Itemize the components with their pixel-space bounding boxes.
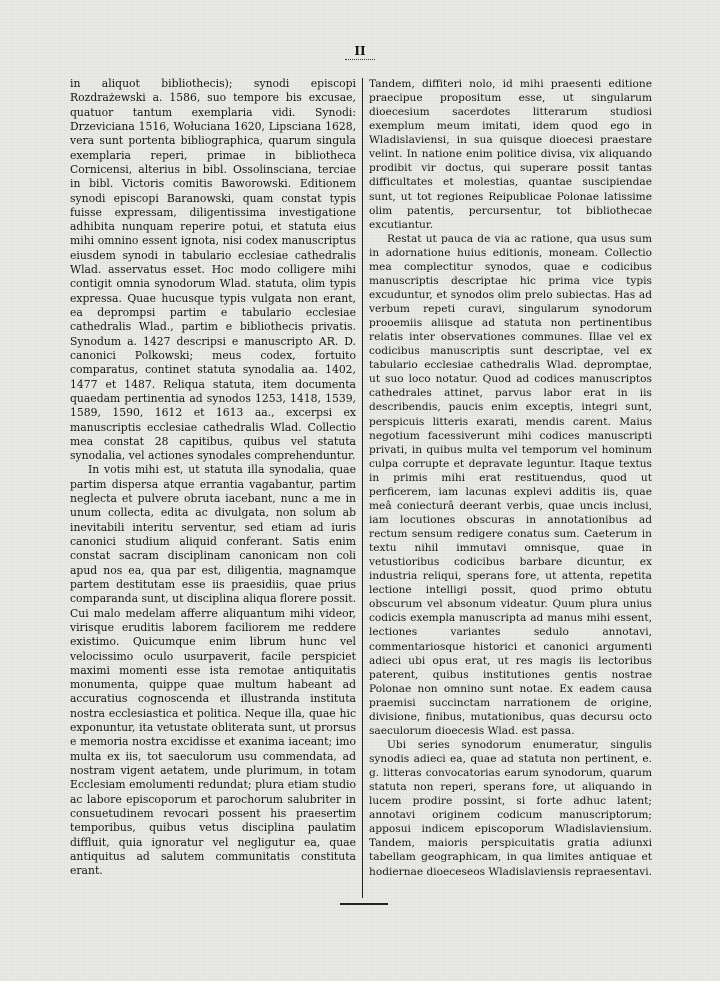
right-paragraph-3: Ubi series synodorum enumeratur, singulis synodis adieci ea, quae ad statuta non pertinent, e. g. litteras convocatorias earum synodorum, quarum statuta non reperi, sperans fore, ut aliquando in lucem prodire possint, si forte adhuc latent; annotavi originem codicum manuscriptorum; apposui indicem episcoporum Wladislaviensium. Tandem, maioris perspicuitatis gratia adiunxi tabellam geographicam, in qua limites antiquae et hodiernae dioeceseos Wladislaviensis repraesentavi.: [369, 738, 652, 878]
right-paragraph-1: Tandem, diffiteri nolo, id mihi praesenti editione praecipue propositum esse, ut singularum dioecesium sacerdotes litterarum studiosi exemplum meum imitati, idem quod ego in Wladislaviensi, in sua quisque dioecesi praestare velint. In natione enim politice divisa, vix aliquando prodibit vir doctus, qui superare possit tantas difficultates et molestias, quantae suscipiendae sunt, ut tot regiones Reipublicae Polonae latissime olim patentis, percursentur, tot bibliothecae excutiantur.: [369, 78, 652, 231]
left-paragraph-2: In votis mihi est, ut statuta illa synodalia, quae partim dispersa atque errantia vagabantur, partim neglecta et pulvere obruta iacebant, nunc a me in unum collecta, edita ac divulgata, non solum ab inevitabili interitu serventur, sed etiam ad iuris canonici studium aliquid conferant. Satis enim constat sacram disciplinam canonicam non coli apud nos ea, qua par est, diligentia, magnamque partem destitutam esse iis praesidiis, quae prius comparanda sunt, ut disciplina aliqua florere possit. Cui malo medelam afferre aliquantum mihi videor, virisque eruditis laborem faciliorem me reddere existimo. Quicumque enim librum hunc vel velocissimo oculo usurpaverit, facile perspiciet maximi momenti esse ista remotae antiquitatis monumenta, quippe quae multum habeant ad accuratius cognoscenda et illustranda instituta nostra ecclesiastica et politica. Neque illa, quae hic exponuntur, ita vetustate obliterata sunt, ut prorsus e memoria nostra excidisse et exanima iaceant; imo multa ex iis, tot saeculorum usu commendata, ad nostram vigent aetatem, unde plurimum, in totam Ecclesiam emolumenti redundat; plura etiam studio ac labore episcoporum et parochorum salubriter in consuetudinem revocari possent his praesertim temporibus, quibus vetus disciplina paulatim diffluit, quia ignoratur vel negligutur ea, quae antiquitus ad salutem communitatis constituta erant.: [70, 463, 356, 878]
header-ornament: [345, 59, 375, 60]
page-header: [0, 44, 720, 60]
page-number: II: [354, 44, 366, 58]
footer-rule: [340, 903, 388, 905]
right-paragraph-2: Restat ut pauca de via ac ratione, qua usus sum in adornatione huius editionis, moneam. Collectio mea complectitur synodos, quae e codicibus manuscriptis descriptae hic prima vice typis excuduntur, et synodos olim prelo subiectas. Has ad verbum repeti curavi, singularum synodorum prooemiis aliisque ad statuta non pertinentibus relatis inter observationes communes. Illae vel ex codicibus manuscriptis sunt descriptae, vel ex tabulario ecclesiae cathedralis Wlad. depromptae, ut suo loco notatur. Quod ad codices manuscriptos cathedrales attinet, parvus labor erat in iis describendis, paucis enim exceptis, integri sunt, perspicuis litteris exarati, mendis carent. Maius negotium facessiverunt mihi codices manuscripti privati, in quibus multa vel temporum vel hominum culpa corrupte et depravate leguntur. Itaque textus in primis mihi erat restituendus, quod ut perficerem, iam lacunas explevi additis iis, quae meâ coniecturâ deerant verbis, quae uncis inclusi, iam locutiones obscuras in annotationibus ad rectum sensum redigere conatus sum. Caeterum in textu nihil immutavi omnisque, quae in vetustioribus codicibus barbare dicuntur, ex industria reliqui, sperans fore, ut attenta, repetita lectione intelligi possit, quod primo obtutu obscurum vel absonum videatur. Quum plura unius codicis exempla manuscripta ad manus mihi essent, lectiones variantes sedulo annotavi, commentariosque historici et canonici argumenti adieci ubi opus erat, ut res magis iis lectoribus paterent, quibus institutiones gentis nostrae Polonae non omnino sunt notae. Ex eadem causa praemisi succinctam narrationem de origine, divisione, finibus, mutationibus, quas decursu octo saeculorum dioecesis Wlad. est passa.: [369, 232, 652, 737]
column-divider: [362, 78, 363, 898]
right-column: [369, 77, 652, 879]
left-paragraph-1: in aliquot bibliothecis); synodi episcopi Rozdrażewski a. 1586, suo tempore bis excusae, quatuor tantum exemplaria vidi. Synodi: Drzeviciana 1516, Wołuciana 1620, Lipsciana 1628, vera sunt portenta bibliographica, quarum singula exemplaria reperi, primae in bibliotheca Cornicensi, alterius in bibl. Ossolinsciana, terciae in bibl. Victoris comitis Baworowski. Editionem synodi episcopi Baranowski, quam constat typis fuisse expressam, diligentissima investigatione adhibita nunquam reperire potui, et statuta eius mihi omnino essent ignota, nisi codex manuscriptus eiusdem synodi in tabulario ecclesiae cathedralis Wlad. asservatus esset. Hoc modo colligere mihi contigit omnia synodorum Wlad. statuta, olim typis expressa. Quae hucusque typis vulgata non erant, ea deprompsi partim e tabulario ecclesiae cathedralis Wlad., partim e bibliothecis privatis. Synodum a. 1427 descripsi e manuscripto AR. D. canonici Polkowski; meus codex, fortuito comparatus, continet statuta synodalia aa. 1402, 1477 et 1487. Reliqua statuta, item documenta quaedam pertinentia ad synodos 1253, 1418, 1539, 1589, 1590, 1612 et 1613 aa., excerpsi ex manuscriptis ecclesiae cathedralis Wlad. Collectio mea constat 28 capitibus, quibus vel statuta synodalia, vel actiones synodales comprehenduntur.: [70, 77, 356, 463]
left-column: [70, 77, 356, 879]
